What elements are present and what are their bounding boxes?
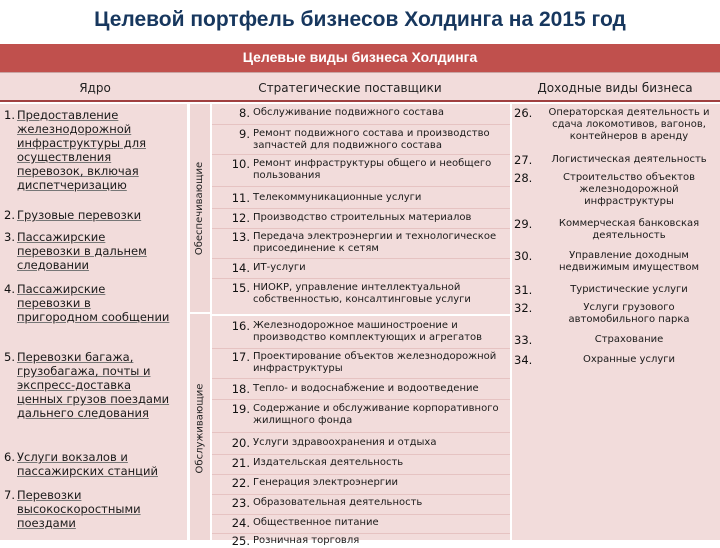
item-text: Генерация электроэнергии: [253, 477, 399, 488]
list-item: [226, 128, 506, 152]
item-number: 22.: [231, 476, 250, 490]
item-number: 12.: [231, 211, 250, 225]
item-text: Логистическая деятельность: [551, 154, 707, 165]
list-item: [514, 218, 718, 242]
list-item: [226, 351, 506, 375]
title-bar: [0, 0, 720, 44]
item-number: 17.: [231, 350, 250, 364]
item-number: 1.: [4, 108, 15, 122]
item-text: Коммерческая банковская деятельность: [558, 218, 700, 241]
row-divider: [212, 348, 510, 349]
item-text: Туристические услуги: [570, 284, 688, 295]
row-divider: [212, 228, 510, 229]
list-item: [514, 354, 718, 366]
item-text: Железнодорожное машиностроение и производство комплектующих и агрегатов: [253, 320, 483, 343]
item-text: Проектирование объектов железнодорожной инфраструктуры: [253, 351, 497, 374]
item-number: 28.: [514, 171, 533, 185]
row-divider: [212, 186, 510, 187]
revenue-column: [512, 104, 720, 540]
row-divider: [212, 474, 510, 475]
item-text: НИОКР, управление интеллектуальной собственностью, консалтинговые услуги: [253, 282, 471, 305]
column-header-revenue: [510, 72, 720, 102]
row-divider: [212, 258, 510, 259]
item-number: 25.: [231, 534, 250, 548]
item-number: 34.: [514, 353, 533, 367]
list-item: [226, 231, 506, 255]
item-text: Услуги грузового автомобильного парка: [568, 302, 690, 325]
item-number: 8.: [239, 106, 250, 120]
item-text: Производство строительных материалов: [253, 212, 472, 223]
band-title: Целевые виды бизнеса Холдинга: [242, 49, 478, 65]
item-text: Строительство объектов железнодорожной инфраструктуры: [563, 172, 695, 207]
item-text: Обслуживание подвижного состава: [253, 107, 445, 118]
list-item: [514, 172, 718, 208]
item-number: 23.: [231, 496, 250, 510]
item-text: Услуги вокзалов и пассажирских станций: [16, 450, 158, 478]
list-item: [226, 497, 506, 509]
item-number: 9.: [239, 127, 250, 141]
item-number: 5.: [4, 350, 15, 364]
item-number: 3.: [4, 230, 15, 244]
item-text: Операторская деятельность и сдача локомотивов, вагонов, контейнеров в аренду: [548, 107, 710, 142]
item-text: Услуги здравоохранения и отдыха: [253, 437, 437, 448]
item-text: Ремонт подвижного состава и производство запчастей для подвижного состава: [253, 128, 490, 151]
item-number: 29.: [514, 217, 533, 231]
row-divider: [212, 154, 510, 155]
list-item: [514, 154, 718, 166]
row-divider: [212, 399, 510, 400]
item-number: 27.: [514, 153, 533, 167]
item-number: 18.: [231, 382, 250, 396]
list-item: [226, 107, 506, 119]
list-item: [226, 282, 506, 306]
core-column: [0, 104, 187, 540]
item-number: 33.: [514, 333, 533, 347]
list-item: [226, 535, 506, 547]
item-number: 21.: [231, 456, 250, 470]
list-item: [226, 477, 506, 489]
list-item: [226, 457, 506, 469]
item-number: 19.: [231, 402, 250, 416]
column-divider: [187, 102, 189, 540]
item-number: 20.: [231, 436, 250, 450]
providing-label-cell: [190, 104, 210, 314]
item-number: 30.: [514, 249, 533, 263]
item-number: 6.: [4, 450, 15, 464]
item-number: 7.: [4, 488, 15, 502]
list-item: [226, 383, 506, 395]
item-text: Пассажирские перевозки в дальнем следовании: [16, 230, 147, 272]
item-text: Охранные услуги: [582, 354, 676, 365]
item-text: Издательская деятельность: [253, 457, 404, 468]
list-item: [226, 320, 506, 344]
page-title: Целевой портфель бизнесов Холдинга на 2015 год: [94, 8, 626, 31]
item-text: Телекоммуникационные услуги: [253, 192, 422, 203]
list-item: [514, 107, 718, 143]
item-number: 13.: [231, 230, 250, 244]
list-item: [226, 212, 506, 224]
item-text: Грузовые перевозки: [16, 208, 142, 222]
row-divider: [212, 278, 510, 279]
serving-label: Обслуживающие: [194, 383, 206, 473]
item-number: 16.: [231, 319, 250, 333]
list-item: [226, 192, 506, 204]
list-item: [4, 488, 172, 530]
providing-label: Обеспечивающие: [194, 161, 206, 255]
row-divider: [212, 432, 510, 433]
column-header-revenue-label: Доходные виды бизнеса: [537, 81, 693, 95]
item-number: 26.: [514, 106, 533, 120]
row-divider: [212, 533, 510, 534]
item-text: Розничная торговля: [253, 535, 360, 546]
list-item: [226, 158, 506, 182]
row-divider: [212, 494, 510, 495]
list-item: [514, 302, 718, 326]
list-item: [226, 437, 506, 449]
item-number: 15.: [231, 281, 250, 295]
row-divider: [212, 208, 510, 209]
item-text: Содержание и обслуживание корпоративного жилищного фонда: [253, 403, 499, 426]
item-number: 11.: [231, 191, 250, 205]
item-text: Предоставление железнодорожной инфраструктуры для осуществления перевозок, включая диспетчеризацию: [16, 108, 146, 192]
item-text: Перевозки багажа, грузобагажа, почты и экспресс-доставка ценных грузов поездами дальнего следования: [16, 350, 170, 420]
item-text: Страхование: [594, 334, 664, 345]
item-text: Управление доходным недвижимым имуществом: [558, 250, 700, 273]
column-header-core-label: Ядро: [79, 81, 111, 95]
row-divider: [212, 454, 510, 455]
list-item: [514, 250, 718, 274]
item-number: 2.: [4, 208, 15, 222]
suppliers-column: [212, 104, 510, 548]
item-text: Передача электроэнергии и технологическое присоединение к сетям: [253, 231, 497, 254]
list-item: [226, 403, 506, 427]
list-item: [4, 108, 172, 192]
item-number: 24.: [231, 516, 250, 530]
list-item: [4, 208, 172, 222]
item-text: Тепло- и водоснабжение и водоотведение: [253, 383, 479, 394]
item-number: 31.: [514, 283, 533, 297]
item-text: Пассажирские перевозки в пригородном сообщении: [16, 282, 170, 324]
section-band: [0, 44, 720, 72]
item-number: 10.: [231, 157, 250, 171]
item-number: 4.: [4, 282, 15, 296]
side-label-column: [190, 104, 210, 540]
item-text: Общественное питание: [253, 517, 379, 528]
list-item: [4, 350, 172, 420]
row-divider: [212, 124, 510, 125]
item-text: Перевозки высокоскоростными поездами: [16, 488, 141, 530]
list-item: [4, 230, 172, 272]
column-header-core: [0, 72, 190, 102]
item-text: Образовательная деятельность: [253, 497, 423, 508]
list-item: [514, 334, 718, 346]
item-text: Ремонт инфраструктуры общего и необщего пользования: [253, 158, 492, 181]
list-item: [226, 517, 506, 529]
list-item: [514, 284, 718, 296]
serving-label-cell: [190, 316, 210, 540]
column-header-suppliers-label: Стратегические поставщики: [258, 81, 442, 95]
list-item: [4, 282, 172, 324]
row-divider: [212, 378, 510, 379]
item-text: ИТ-услуги: [253, 262, 306, 273]
group-divider: [212, 314, 510, 316]
column-header-suppliers: [190, 72, 510, 102]
list-item: [226, 262, 506, 274]
row-divider: [212, 514, 510, 515]
item-number: 14.: [231, 261, 250, 275]
list-item: [4, 450, 172, 478]
item-number: 32.: [514, 301, 533, 315]
